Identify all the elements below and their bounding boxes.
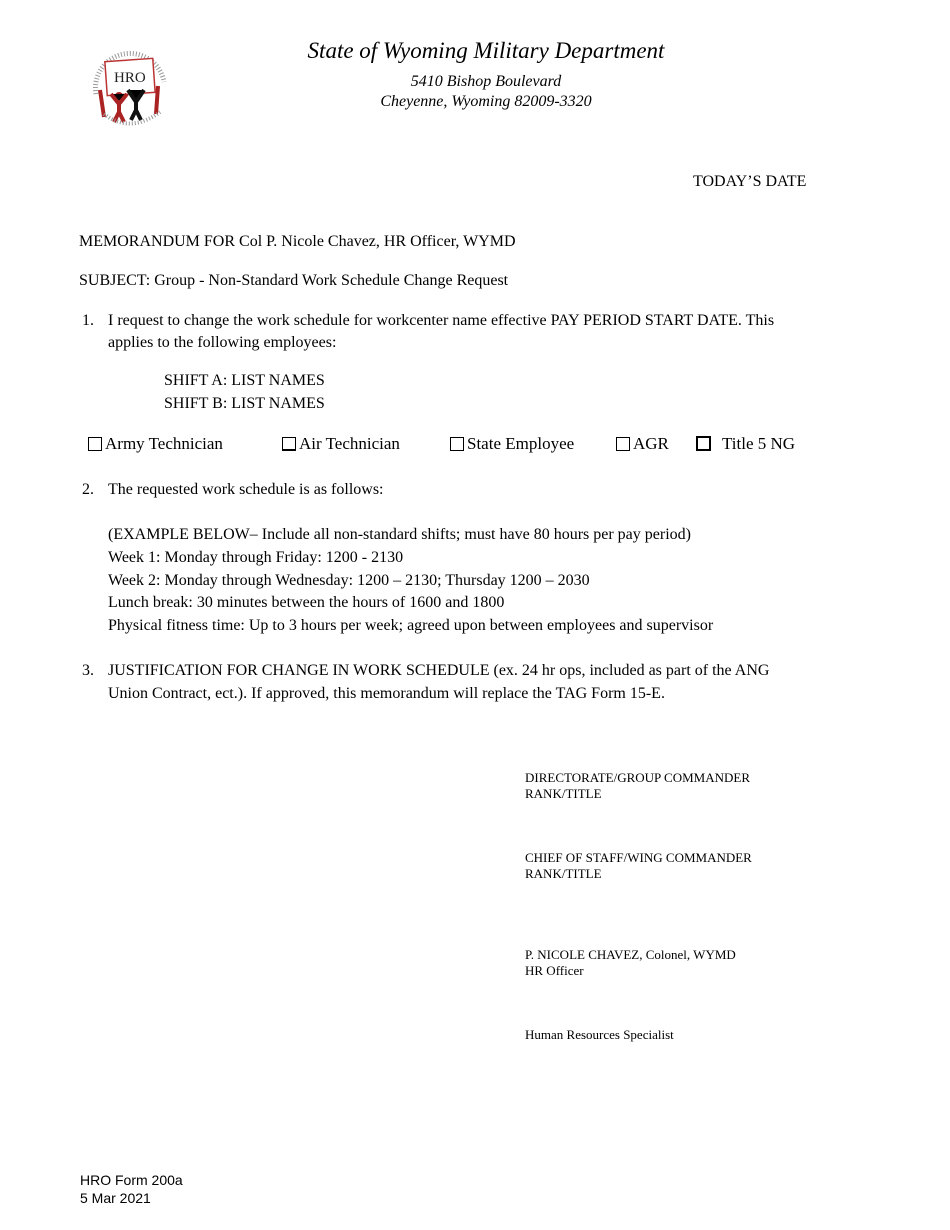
checkbox-icon[interactable] (282, 437, 296, 451)
schedule-line: Physical fitness time: Up to 3 hours per week; agreed upon between employees and supervisor (108, 617, 714, 634)
checkbox-label: Army Technician (105, 434, 223, 453)
item-3-line-1: JUSTIFICATION FOR CHANGE IN WORK SCHEDULE (ex. 24 hr ops, included as part of the ANG (108, 662, 770, 679)
checkbox-label: State Employee (467, 434, 575, 453)
checkbox-agr[interactable] (616, 435, 669, 452)
checkbox-label: Air Technician (299, 434, 400, 453)
checkbox-title-5-ng[interactable] (696, 435, 795, 452)
memo-for: MEMORANDUM FOR Col P. Nicole Chavez, HR Officer, WYMD (79, 233, 516, 250)
signature-2-title: CHIEF OF STAFF/WING COMMANDER (525, 850, 752, 865)
signature-3-title: P. NICOLE CHAVEZ, Colonel, WYMD (525, 947, 736, 962)
checkbox-army-technician[interactable] (88, 435, 223, 452)
shift-b: SHIFT B: LIST NAMES (164, 395, 325, 412)
item-2-number: 2. (82, 481, 94, 498)
memo-subject: SUBJECT: Group - Non-Standard Work Schedule Change Request (79, 272, 509, 289)
item-2-line-1: The requested work schedule is as follows: (108, 481, 384, 498)
checkbox-label: Title 5 NG (722, 434, 796, 453)
footer-form-date: 5 Mar 2021 (80, 1190, 151, 1206)
footer-form-number: HRO Form 200a (80, 1172, 183, 1188)
checkbox-air-technician[interactable] (282, 435, 400, 452)
address-line-1: 5410 Bishop Boulevard (410, 73, 562, 90)
checkbox-icon[interactable] (616, 437, 630, 451)
checkbox-label: AGR (633, 434, 669, 453)
schedule-line: Week 1: Monday through Friday: 1200 - 2130 (108, 549, 404, 566)
hro-logo (84, 42, 176, 128)
svg-text:HRO: HRO (114, 70, 146, 86)
memo-date: TODAY’S DATE (693, 173, 807, 190)
checkbox-icon[interactable] (696, 436, 711, 451)
checkbox-state-employee[interactable] (450, 435, 574, 452)
item-3-number: 3. (82, 662, 94, 679)
signature-4-title: Human Resources Specialist (525, 1027, 674, 1042)
schedule-line: (EXAMPLE BELOW– Include all non-standard shifts; must have 80 hours per pay period) (108, 526, 691, 543)
item-1-number: 1. (82, 312, 94, 329)
schedule-line: Week 2: Monday through Wednesday: 1200 – 2130; Thursday 1200 – 2030 (108, 572, 590, 589)
org-name: State of Wyoming Military Department (307, 38, 665, 63)
signature-3-rank: HR Officer (525, 963, 584, 978)
signature-2-rank: RANK/TITLE (525, 866, 602, 881)
address-line-2: Cheyenne, Wyoming 82009-3320 (380, 93, 592, 110)
item-1-line-1: I request to change the work schedule for workcenter name effective PAY PERIOD START DATE. This (108, 312, 775, 329)
signature-1-rank: RANK/TITLE (525, 786, 602, 801)
schedule-line: Lunch break: 30 minutes between the hours of 1600 and 1800 (108, 594, 505, 611)
item-3-line-2: Union Contract, ect.). If approved, this memorandum will replace the TAG Form 15-E. (108, 685, 665, 702)
checkbox-icon[interactable] (88, 437, 102, 451)
signature-1-title: DIRECTORATE/GROUP COMMANDER (525, 770, 750, 785)
shift-a: SHIFT A: LIST NAMES (164, 372, 325, 389)
item-1-line-2: applies to the following employees: (108, 334, 337, 351)
checkbox-icon[interactable] (450, 437, 464, 451)
